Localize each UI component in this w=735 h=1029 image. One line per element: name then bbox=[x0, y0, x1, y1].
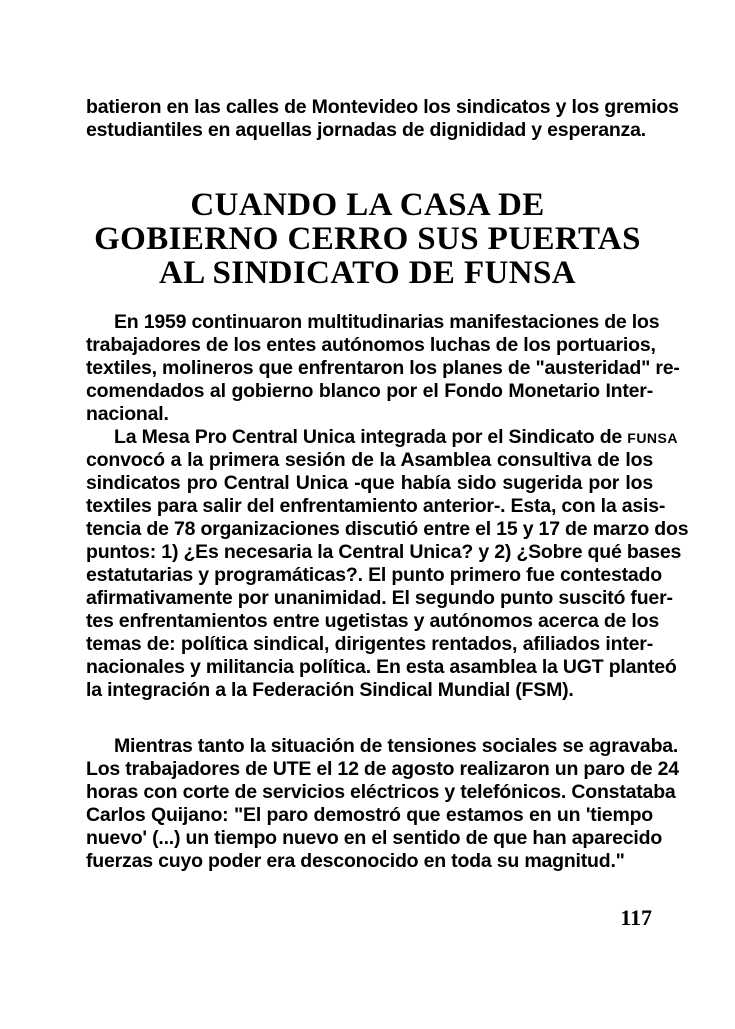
paragraph-line: tes enfrentamientos entre ugetistas y autónomos acerca de los bbox=[86, 610, 659, 632]
paragraph-line: Los trabajadores de UTE el 12 de agosto realizaron un paro de 24 bbox=[86, 758, 679, 780]
intro-line: batieron en las calles de Montevideo los sindicatos y los gremios bbox=[86, 96, 679, 118]
page-number: 117 bbox=[620, 905, 652, 930]
paragraph-line bbox=[114, 426, 678, 450]
paragraph-line: la integración a la Federación Sindical Mundial (FSM). bbox=[86, 679, 574, 701]
section-heading-line: GOBIERNO CERRO SUS PUERTAS bbox=[94, 221, 641, 257]
paragraph-line: fuerzas cuyo poder era desconocido en toda su magnitud." bbox=[86, 850, 625, 872]
intro-line: estudiantiles en aquellas jornadas de dignididad y esperanza. bbox=[86, 119, 646, 141]
paragraph-line: tencia de 78 organizaciones discutió entre el 15 y 17 de marzo dos bbox=[86, 518, 689, 540]
paragraph-line: Carlos Quijano: "El paro demostró que estamos en un 'tiempo bbox=[86, 804, 653, 826]
paragraph-line: nacionales y militancia política. En esta asamblea la UGT planteó bbox=[86, 656, 677, 678]
paragraph-line: nacional. bbox=[86, 403, 169, 425]
paragraph-line: textiles para salir del enfrentamiento anterior-. Esta, con la asis- bbox=[86, 495, 666, 517]
paragraph-line: nuevo' (...) un tiempo nuevo en el sentido de que han aparecido bbox=[86, 827, 663, 849]
paragraph-line: convocó a la primera sesión de la Asamblea consultiva de los bbox=[86, 449, 653, 471]
paragraph-line: temas de: política sindical, dirigentes rentados, afiliados inter- bbox=[86, 633, 653, 655]
paragraph-line: Mientras tanto la situación de tensiones sociales se agravaba. bbox=[114, 735, 679, 757]
paragraph-line: estatutarias y programáticas?. El punto primero fue contestado bbox=[86, 564, 662, 586]
organization-acronym: FUNSA bbox=[627, 430, 678, 446]
paragraph-line: trabajadores de los entes autónomos luchas de los portuarios, bbox=[86, 334, 656, 356]
paragraph-text: La Mesa Pro Central Unica integrada por el Sindicato de bbox=[114, 426, 628, 448]
paragraph-line: sindicatos pro Central Unica -que había sido sugerida por los bbox=[86, 472, 653, 494]
paragraph-line: En 1959 continuaron multitudinarias manifestaciones de los bbox=[114, 311, 660, 333]
paragraph-line: afirmativamente por unanimidad. El segundo punto suscitó fuer- bbox=[86, 587, 673, 609]
paragraph-line: comendados al gobierno blanco por el Fondo Monetario Inter- bbox=[86, 380, 653, 402]
section-heading-line: CUANDO LA CASA DE bbox=[190, 187, 545, 223]
paragraph-line: puntos: 1) ¿Es necesaria la Central Unica? y 2) ¿Sobre qué bases bbox=[86, 541, 682, 563]
section-heading-line: AL SINDICATO DE FUNSA bbox=[158, 255, 577, 291]
paragraph-line: horas con corte de servicios eléctricos y telefónicos. Constataba bbox=[86, 781, 676, 803]
paragraph-line: textiles, molineros que enfrentaron los planes de "austeridad" re- bbox=[86, 357, 680, 379]
